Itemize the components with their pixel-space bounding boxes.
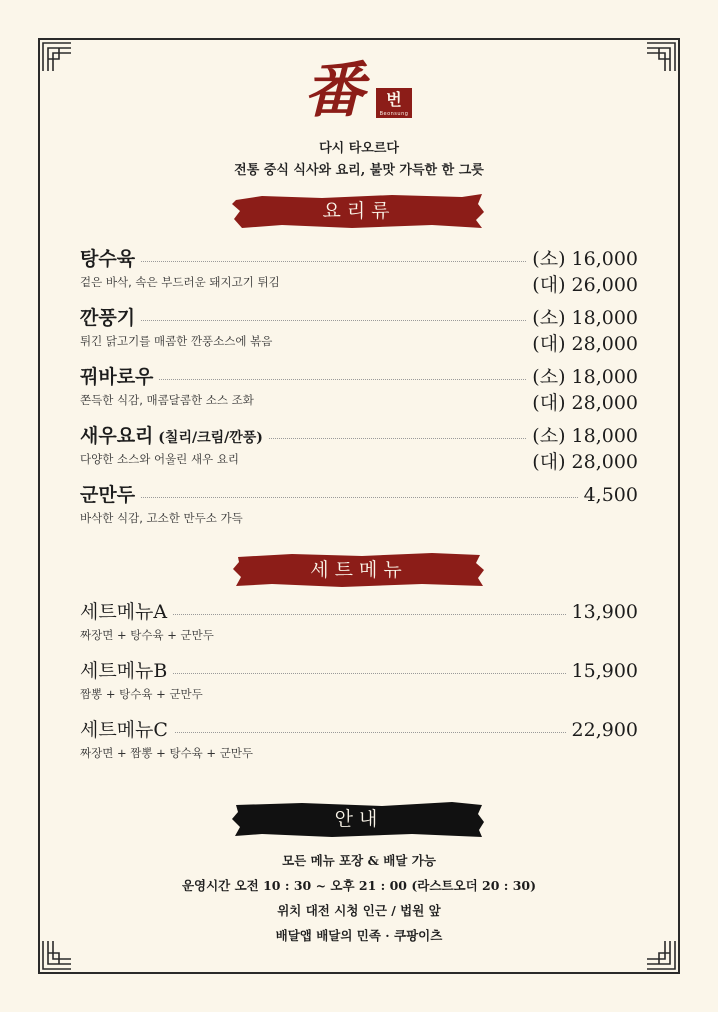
item-price-small: (소) 18,000 [526,423,638,449]
section-title-dishes: 요리류 [322,200,396,222]
menu-item [80,658,638,701]
info-line-location: 위치 대전 시청 인근 / 법원 앞 [277,903,441,918]
item-name: 새우요리 [80,425,154,447]
tagline-primary: 다시 타오르다 [319,141,399,156]
menu-item [80,305,638,355]
corner-ornament-icon [42,42,72,72]
item-price-large: (대) 28,000 [532,392,638,414]
logo-badge [376,88,412,118]
section-banner-sets [232,551,486,589]
section-banner-dishes [232,192,486,230]
item-description: 짬뽕 + 탕수육 + 군만두 [80,687,203,701]
info-line-hours: 운영시간 오전 10 : 30 ~ 오후 21 : 00 (라스트오더 20 : 30) [181,878,537,893]
logo-hanja: 番 [304,56,364,126]
menu-item [80,423,638,473]
menu-item [80,482,638,525]
item-price: 22,900 [566,717,638,743]
item-name: 세트메뉴A [80,599,173,625]
tagline-secondary: 전통 중식 식사와 요리, 불맛 가득한 한 그릇 [234,163,484,178]
item-price-small: (소) 16,000 [526,246,638,272]
item-description: 짜장면 + 짬뽕 + 탕수육 + 군만두 [80,746,254,760]
menu-item [80,599,638,642]
item-price-large: (대) 26,000 [532,274,638,296]
item-price-small: (소) 18,000 [526,305,638,331]
section-title-sets: 세트메뉴 [310,559,408,581]
item-name-variants: (칠리/크림/깐풍) [153,430,263,446]
item-description: 겉은 바삭, 속은 부드러운 돼지고기 튀김 [80,275,280,289]
item-name: 탕수육 [80,246,141,272]
item-price: 15,900 [566,658,638,684]
item-price-small: (소) 18,000 [526,364,638,390]
item-description: 튀긴 닭고기를 매콤한 깐풍소스에 볶음 [80,334,273,348]
item-description: 다양한 소스와 어울린 새우 요리 [80,452,240,466]
corner-ornament-icon [646,42,676,72]
logo-roman: Beonsung [379,111,409,117]
section-banner-info [232,800,486,838]
corner-ornament-icon [646,940,676,970]
section-title-info: 안내 [334,808,384,830]
item-price: 4,500 [578,482,638,508]
item-name: 깐풍기 [80,305,141,331]
menu-item [80,246,638,296]
menu-item [80,717,638,760]
info-line-delivery-apps: 배달앱 배달의 민족 · 쿠팡이츠 [275,928,443,943]
info-line-service: 모든 메뉴 포장 & 배달 가능 [282,853,436,868]
item-price-large: (대) 28,000 [532,333,638,355]
corner-ornament-icon [42,940,72,970]
item-description: 바삭한 식감, 고소한 만두소 가득 [80,511,243,525]
item-name: 세트메뉴B [80,658,173,684]
logo-korean: 번 [386,90,402,109]
item-price: 13,900 [566,599,638,625]
item-description: 쫀득한 식감, 매콤달콤한 소스 조화 [80,393,254,407]
leader-dots [80,497,638,498]
item-name-wrap [80,423,269,451]
item-name: 군만두 [80,482,141,508]
item-name: 세트메뉴C [80,717,174,743]
brand-logo [300,58,420,130]
item-price-large: (대) 28,000 [532,451,638,473]
menu-item [80,364,638,414]
item-description: 짜장면 + 탕수육 + 군만두 [80,628,214,642]
item-name: 꿔바로우 [80,364,159,390]
